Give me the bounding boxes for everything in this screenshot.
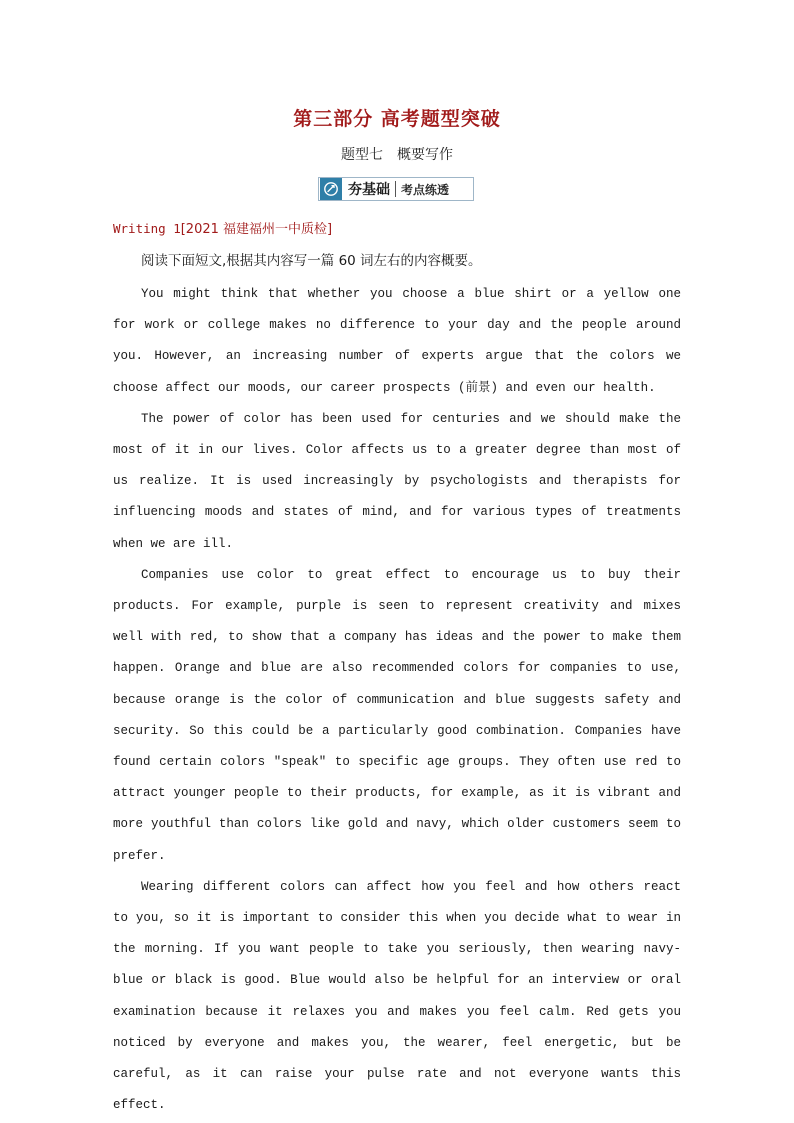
badge-main-label: 夯基础 bbox=[348, 182, 390, 198]
writing-task-number: Writing 1 bbox=[113, 221, 181, 236]
badge-divider bbox=[395, 181, 396, 197]
task-instruction: 阅读下面短文,根据其内容写一篇 60 词左右的内容概要。 bbox=[141, 253, 482, 269]
passage-paragraph-4: Wearing different colors can affect how you feel and how others react to you, so it is important to consider this when you decide what to wear in the morning. If you want people to take you seriously, then wearing navy-blue or black is good. Blue would also be helpful for an interview or oral examination because it relaxes you and makes you feel calm. Red gets you noticed by everyone and makes you, the wearer, feel energetic, but be careful, as it can raise your pulse rate and not everyone wants this effect. bbox=[113, 879, 681, 1113]
target-icon bbox=[320, 178, 342, 200]
question-type-title: 题型七 概要写作 bbox=[341, 147, 453, 163]
practice-badge bbox=[318, 177, 474, 201]
reading-passage bbox=[113, 279, 681, 1121]
section-title: 第三部分 高考题型突破 bbox=[293, 108, 501, 130]
badge-sub-label: 考点练透 bbox=[401, 182, 450, 197]
writing-task-label bbox=[113, 218, 332, 237]
passage-paragraph-1: You might think that whether you choose a blue shirt or a yellow one for work or college makes no difference to your day and the people around you. However, an increasing number of experts argue that the colors we choose affect our moods, our career prospects (前景) and even our health. bbox=[113, 287, 681, 395]
writing-task-source: [2021 福建福州一中质检] bbox=[180, 222, 333, 237]
passage-paragraph-3: Companies use color to great effect to encourage us to buy their products. For example, purple is seen to represent creativity and mixes well with red, to show that a company has ideas and the power to make them happen. Orange and blue are also recommended colors for companies to use, because orange is the color of communication and blue suggests safety and security. So this could be a particularly good combination. Companies have found certain colors "speak" to specific age groups. They often use red to attract younger people to their products, for example, as it is vibrant and more youthful than colors like gold and navy, which older customers seem to prefer. bbox=[113, 567, 681, 863]
passage-paragraph-2: The power of color has been used for centuries and we should make the most of it in our lives. Color affects us to a greater degree than most of us realize. It is used increasingly by psychologists and therapists for influencing moods and states of mind, and for various types of treatments when we are ill. bbox=[113, 411, 681, 551]
